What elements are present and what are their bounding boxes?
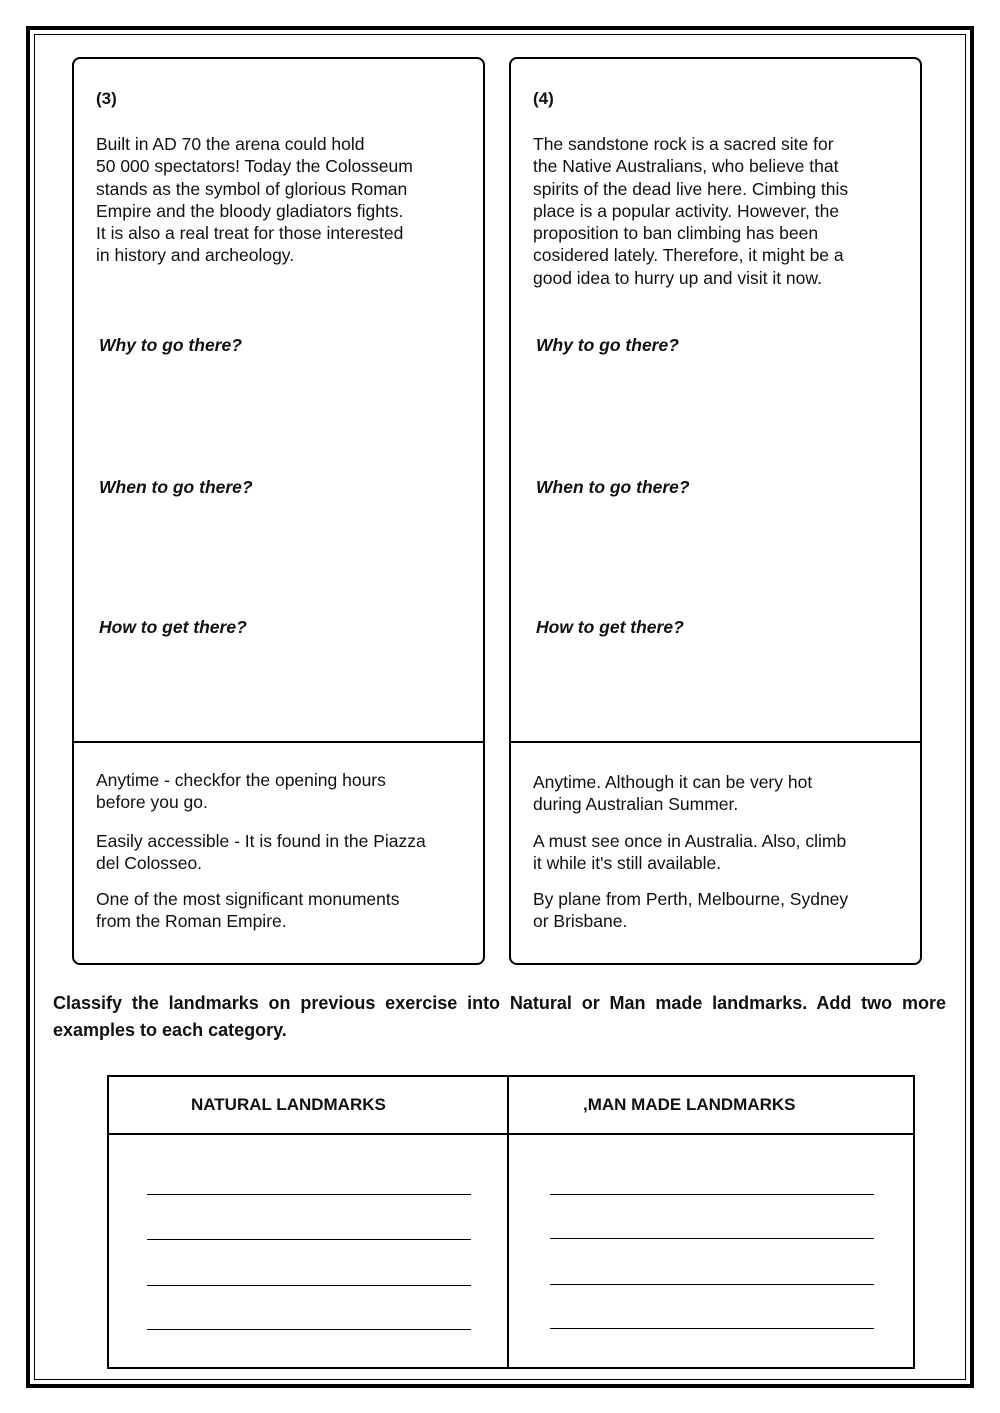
description-line: in history and archeology.: [96, 245, 295, 266]
answer-line: By plane from Perth, Melbourne, Sydney: [533, 889, 849, 909]
landmark-card-4: [509, 57, 922, 965]
classification-table: [107, 1075, 915, 1369]
answer-line: before you go.: [96, 792, 208, 812]
question-when: When to go there?: [99, 477, 253, 497]
description-line: spirits of the dead live here. Cimbing this: [533, 178, 849, 199]
answer-line: Anytime - checkfor the opening hours: [96, 770, 386, 790]
answer-line: from the Roman Empire.: [96, 911, 287, 931]
table-column-divider: [507, 1077, 509, 1367]
natural-landmarks-header: NATURAL LANDMARKS: [191, 1095, 386, 1114]
answer-line: or Brisbane.: [533, 911, 628, 931]
card-divider: [511, 741, 920, 743]
natural-answer-line-4[interactable]: [147, 1329, 471, 1330]
description-line: 50 000 spectators! Today the Colosseum: [96, 156, 413, 177]
card-number: (4): [533, 89, 554, 108]
answer-line: Easily accessible - It is found in the Piazza: [96, 831, 426, 851]
answer-line: One of the most significant monuments: [96, 889, 400, 909]
table-header-divider: [109, 1133, 913, 1135]
answer-line: del Colosseo.: [96, 853, 203, 873]
manmade-answer-line-2[interactable]: [550, 1238, 874, 1239]
manmade-answer-line-4[interactable]: [550, 1328, 874, 1329]
answer-option[interactable]: [533, 771, 913, 815]
instruction-text: Classify the landmarks on previous exercise into Natural or Man made landmarks. Add two more examples to each category.: [53, 993, 946, 1040]
card-description: [96, 133, 466, 267]
question-why: Why to go there?: [536, 335, 679, 355]
natural-answer-line-2[interactable]: [147, 1239, 471, 1240]
answer-option[interactable]: [533, 830, 913, 874]
landmark-card-3: [72, 57, 485, 965]
card-number: (3): [96, 89, 117, 108]
question-how: How to get there?: [99, 617, 247, 637]
description-line: It is also a real treat for those interested: [96, 223, 404, 244]
answer-option[interactable]: [533, 888, 913, 932]
manmade-answer-line-3[interactable]: [550, 1284, 874, 1285]
card-description: [533, 133, 903, 289]
question-how: How to get there?: [536, 617, 684, 637]
question-when: When to go there?: [536, 477, 690, 497]
answer-line: Anytime. Although it can be very hot: [533, 772, 813, 792]
natural-answer-line-3[interactable]: [147, 1285, 471, 1286]
manmade-answer-line-1[interactable]: [550, 1194, 874, 1195]
answer-line: during Australian Summer.: [533, 794, 739, 814]
natural-answer-line-1[interactable]: [147, 1194, 471, 1195]
answer-option[interactable]: [96, 769, 476, 813]
description-line: cosidered lately. Therefore, it might be a: [533, 245, 844, 266]
description-line: Empire and the bloody gladiators fights.: [96, 200, 404, 221]
man-made-landmarks-header: ,MAN MADE LANDMARKS: [583, 1095, 796, 1114]
description-line: the Native Australians, who believe that: [533, 156, 839, 177]
answer-line: it while it's still available.: [533, 853, 722, 873]
description-line: stands as the symbol of glorious Roman: [96, 178, 408, 199]
card-divider: [74, 741, 483, 743]
answer-option[interactable]: [96, 830, 476, 874]
description-line: The sandstone rock is a sacred site for: [533, 134, 834, 154]
description-line: good idea to hurry up and visit it now.: [533, 267, 822, 288]
question-why: Why to go there?: [99, 335, 242, 355]
answer-line: A must see once in Australia. Also, climb: [533, 831, 847, 851]
answer-option[interactable]: [96, 888, 476, 932]
description-line: place is a popular activity. However, the: [533, 200, 840, 221]
description-line: proposition to ban climbing has been: [533, 223, 819, 244]
description-line: Built in AD 70 the arena could hold: [96, 134, 365, 154]
